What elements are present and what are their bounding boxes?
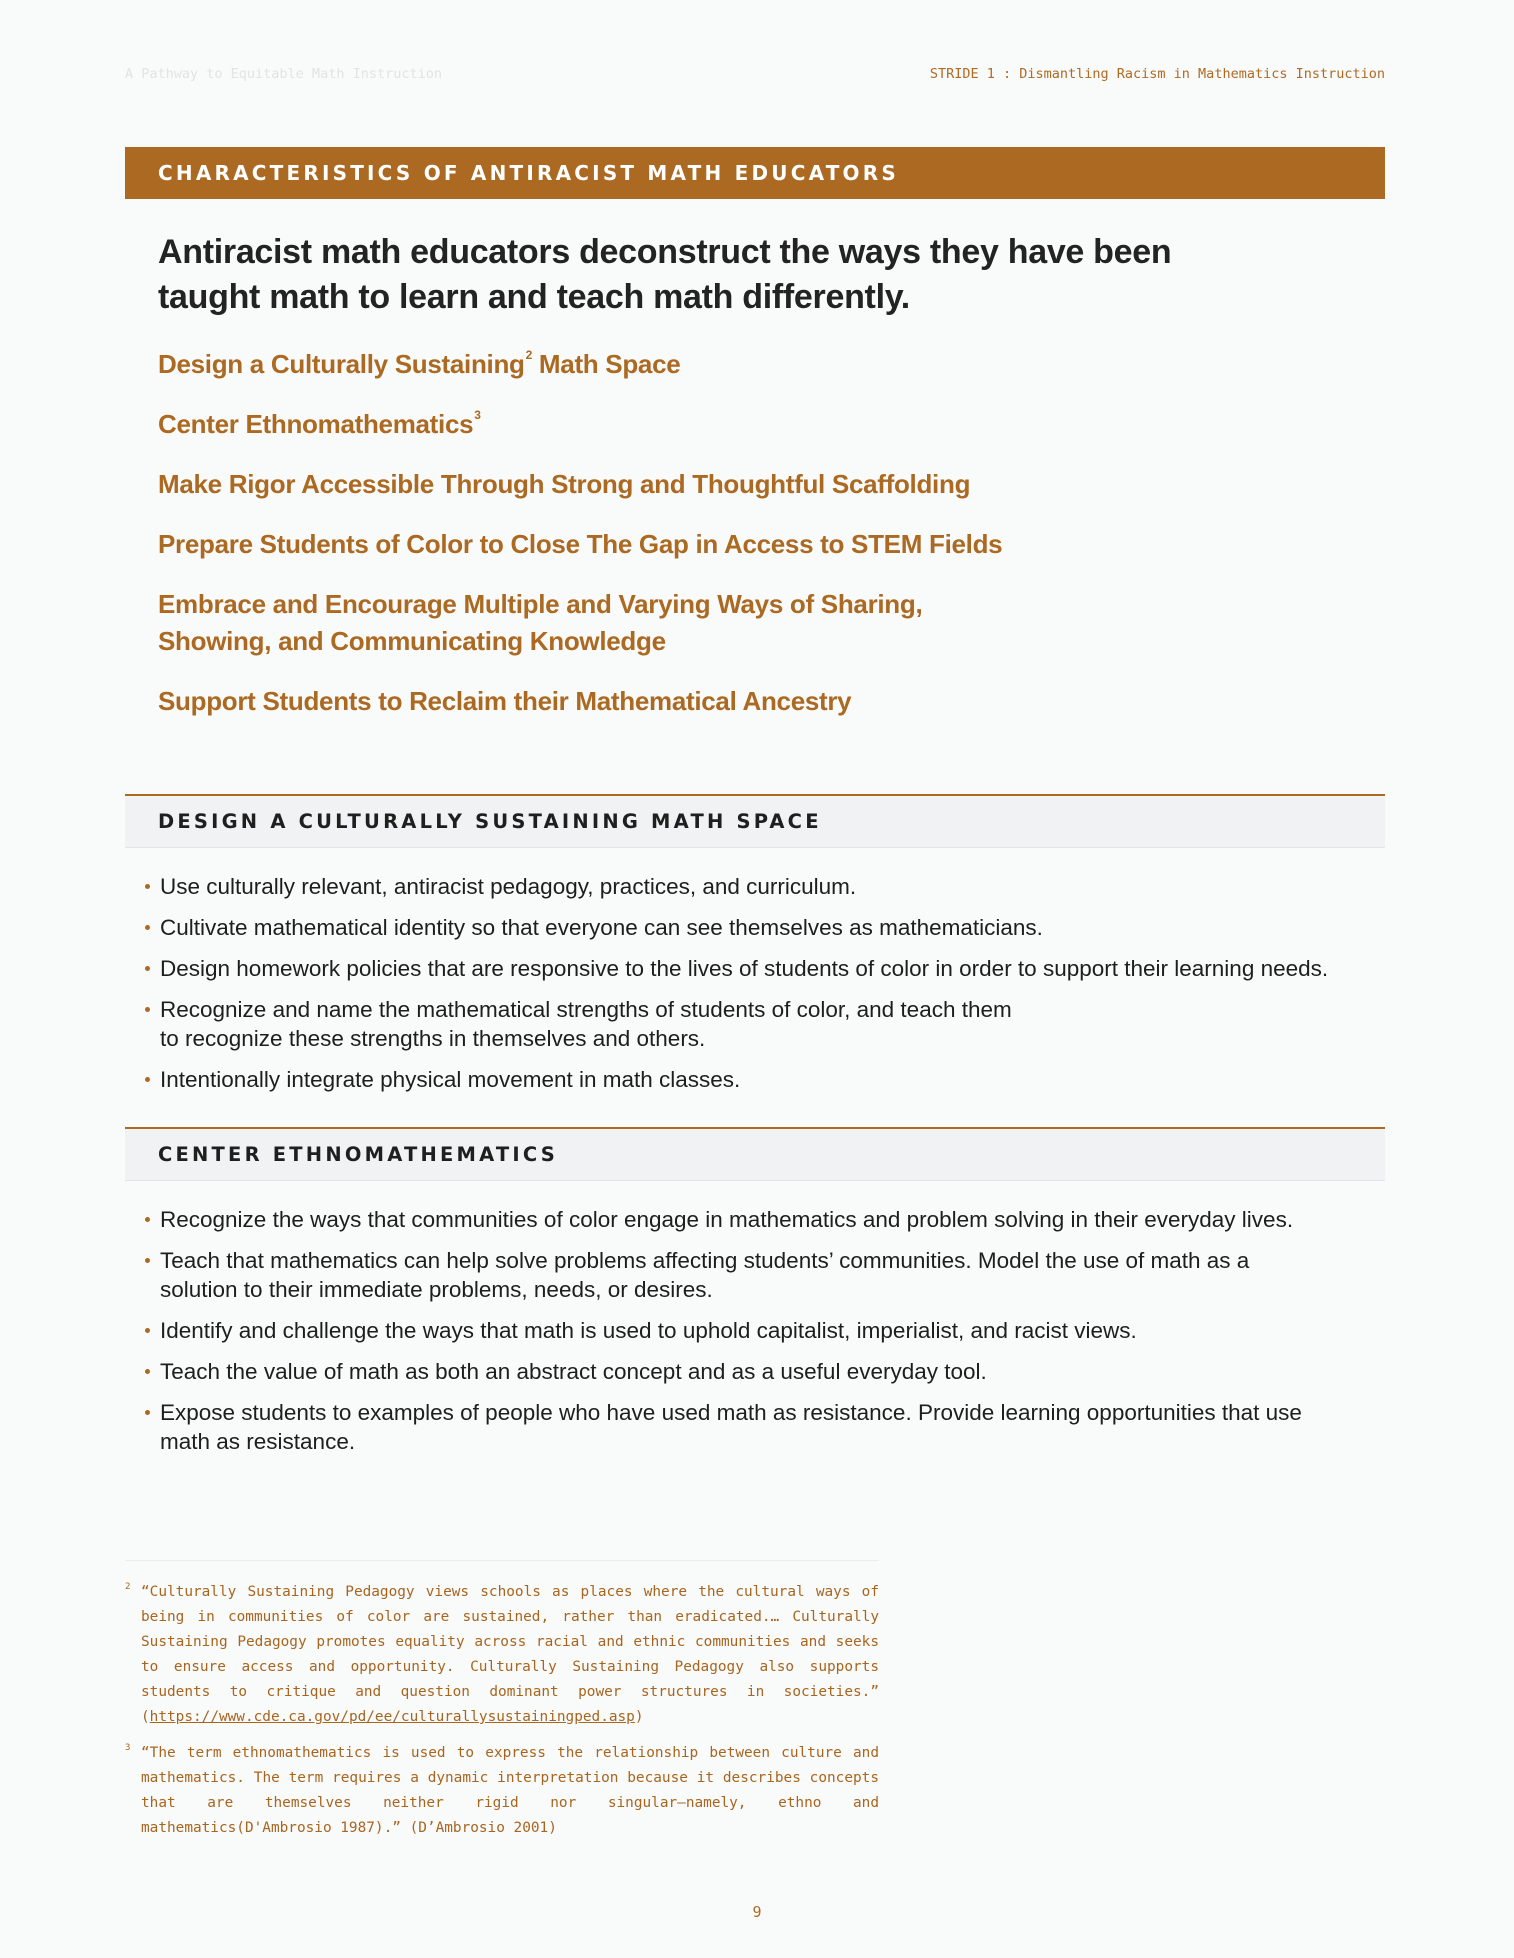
running-header-section: STRIDE 1 : Dismantling Racism in Mathematics Instruction <box>929 66 1385 82</box>
footnote-mark: 2 <box>125 1582 131 1592</box>
footnote-mark: 3 <box>125 1743 131 1753</box>
characteristic-text: Support Students to Reclaim their Mathematical Ancestry <box>158 686 852 716</box>
footnote-link[interactable]: https://www.cde.ca.gov/pd/ee/culturallysustainingped.asp <box>149 1709 635 1725</box>
characteristic-item <box>158 683 1258 720</box>
list-item <box>142 954 1392 983</box>
footnote-2 <box>125 1580 879 1730</box>
bullet-text: to recognize these strengths in themselves and others. <box>160 1026 706 1051</box>
bullet-text: Recognize the ways that communities of color engage in mathematics and problem solving in their everyday lives. <box>160 1207 1294 1232</box>
characteristic-text: Make Rigor Accessible Through Strong and Thoughtful Scaffolding <box>158 469 971 499</box>
list-item <box>142 1065 1392 1094</box>
section-heading-design: DESIGN A CULTURALLY SUSTAINING MATH SPACE <box>125 794 1385 848</box>
footnote-ref: 3 <box>474 408 481 422</box>
list-item <box>142 1246 1392 1304</box>
lead-line: Antiracist math educators deconstruct the ways they have been <box>158 233 1172 271</box>
bullet-text: Teach the value of math as both an abstract concept and as a useful everyday tool. <box>160 1359 987 1384</box>
characteristic-text: Prepare Students of Color to Close The Gap in Access to STEM Fields <box>158 529 1003 559</box>
characteristic-item <box>158 466 1258 503</box>
footnote-text: ) <box>634 1709 644 1725</box>
bullet-text: Use culturally relevant, antiracist pedagogy, practices, and curriculum. <box>160 874 857 899</box>
bullet-text: Design homework policies that are responsive to the lives of students of color in order to support their learning needs. <box>160 956 1329 981</box>
list-item <box>142 1357 1392 1386</box>
running-header <box>125 66 1385 82</box>
characteristic-item <box>158 526 1258 563</box>
footnote-divider <box>125 1560 879 1561</box>
characteristic-text: Showing, and Communicating Knowledge <box>158 626 666 656</box>
characteristic-item <box>158 406 1258 443</box>
bullet-text: math as resistance. <box>160 1429 356 1454</box>
footnote-ref: 2 <box>525 348 532 362</box>
ethnomathematics-bullets <box>142 1205 1392 1468</box>
bullet-text: Recognize and name the mathematical strengths of students of color, and teach them <box>160 997 1012 1022</box>
list-item <box>142 872 1392 901</box>
bullet-text: Identify and challenge the ways that math is used to uphold capitalist, imperialist, and racist views. <box>160 1318 1137 1343</box>
characteristic-item <box>158 586 1258 660</box>
characteristic-text: Center Ethnomathematics <box>158 409 474 439</box>
footnote-text: “Culturally Sustaining Pedagogy views schools as places where the cultural ways of being in communities of color are sustained, rather than eradicated.… Culturally Sustaining Pedagogy promotes equality across racial and ethnic communities and seeks to ensure access and opportunity. Culturally Sustaining Pedagogy also supports students to critique and question dominant power structures in societies.” ( <box>141 1584 879 1725</box>
bullet-text: Cultivate mathematical identity so that everyone can see themselves as mathematicians. <box>160 915 1043 940</box>
footnote-3 <box>125 1741 879 1841</box>
running-header-title: A Pathway to Equitable Math Instruction <box>125 66 442 82</box>
list-item <box>142 1398 1392 1456</box>
characteristic-text: Math Space <box>532 349 681 379</box>
lead-statement <box>158 230 1238 320</box>
section-heading-ethnomathematics: CENTER ETHNOMATHEMATICS <box>125 1127 1385 1181</box>
list-item <box>142 1316 1392 1345</box>
list-item <box>142 913 1392 942</box>
characteristic-text: Design a Culturally Sustaining <box>158 349 525 379</box>
list-item <box>142 1205 1392 1234</box>
list-item <box>142 995 1392 1053</box>
characteristic-item <box>158 346 1258 383</box>
bullet-text: Intentionally integrate physical movement in math classes. <box>160 1067 741 1092</box>
bullet-text: Teach that mathematics can help solve problems affecting students’ communities. Model the use of math as a <box>160 1248 1250 1273</box>
lead-line: taught math to learn and teach math differently. <box>158 278 910 316</box>
bullet-text: Expose students to examples of people who have used math as resistance. Provide learning opportunities that use <box>160 1400 1302 1425</box>
design-bullets <box>142 872 1392 1106</box>
footnote-text: “The term ethnomathematics is used to express the relationship between culture and mathematics. The term requires a dynamic interpretation because it describes concepts that are themselves neither rigid nor singular—namely, ethno and mathematics(D'Ambrosio 1987).” (D’Ambrosio 2001) <box>141 1745 879 1836</box>
page-number: 9 <box>752 1903 762 1921</box>
characteristics-list <box>158 346 1258 743</box>
bullet-text: solution to their immediate problems, needs, or desires. <box>160 1277 713 1302</box>
characteristic-text: Embrace and Encourage Multiple and Varying Ways of Sharing, <box>158 589 923 619</box>
footnotes <box>125 1580 879 1852</box>
characteristics-banner: CHARACTERISTICS OF ANTIRACIST MATH EDUCATORS <box>125 147 1385 199</box>
